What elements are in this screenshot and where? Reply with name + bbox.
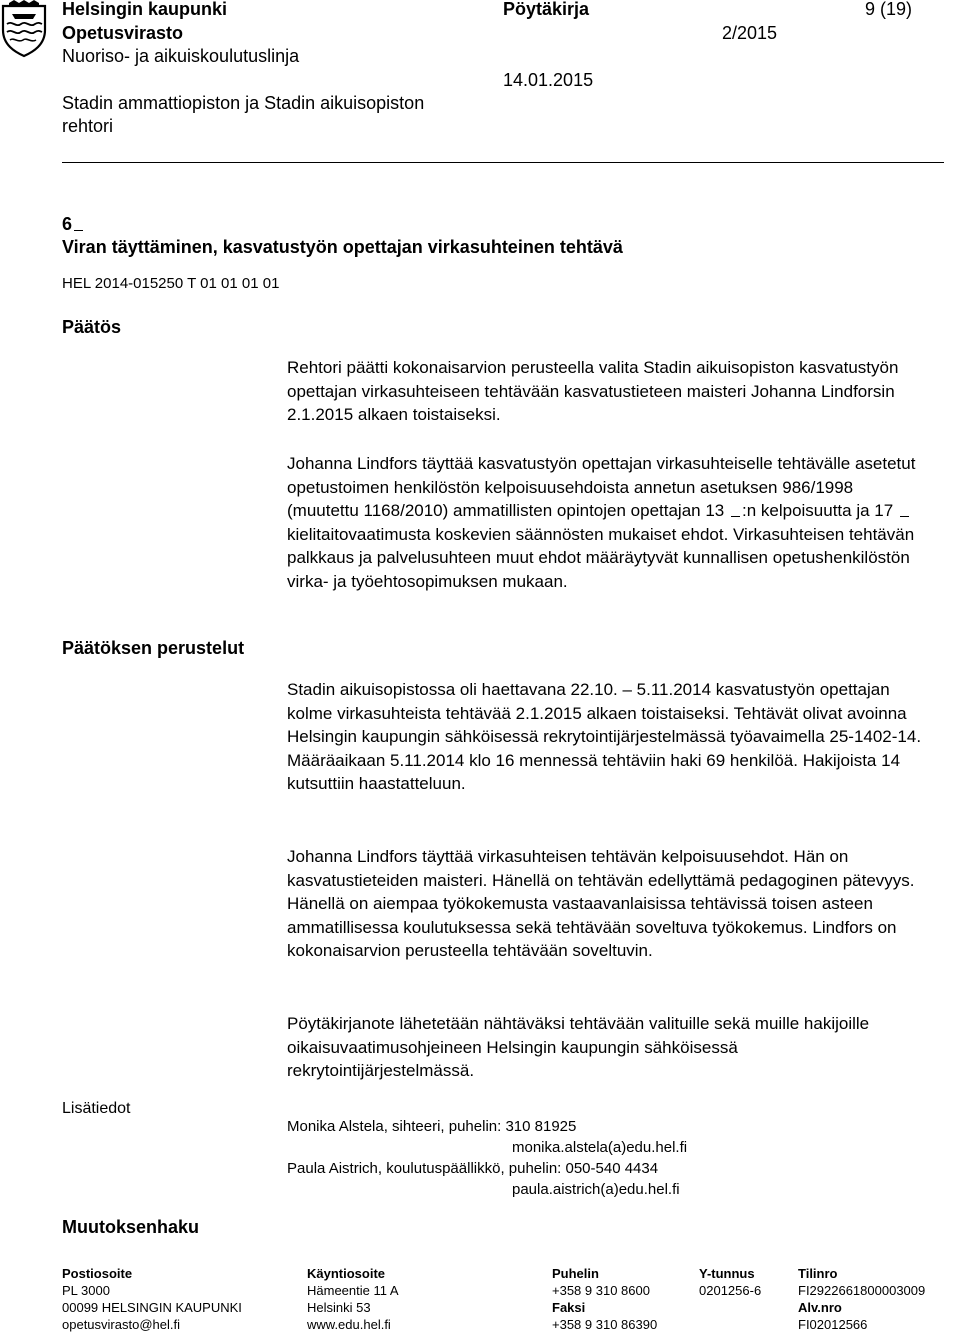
department-name: Opetusvirasto xyxy=(62,23,184,43)
diary-number: HEL 2014-015250 T 01 01 01 01 xyxy=(62,275,280,292)
section-title: Viran täyttäminen, kasvatustyön opettajan virkasuhteinen tehtävä xyxy=(62,237,623,257)
footer-postal-line: 00099 HELSINGIN KAUPUNKI xyxy=(62,1300,242,1315)
footer-fax-heading: Faksi xyxy=(552,1300,586,1315)
footer-visiting xyxy=(307,1265,399,1333)
section-number: 6 xyxy=(62,213,85,235)
footer-website[interactable]: www.edu.hel.fi xyxy=(307,1317,391,1332)
footer-account-heading: Tilinro xyxy=(798,1266,838,1281)
page-number: 9 (19) xyxy=(865,0,913,19)
footer-postal-heading: Postiosoite xyxy=(62,1266,133,1281)
footer-business-id-heading: Y-tunnus xyxy=(699,1266,755,1281)
label-decision: Päätös xyxy=(62,317,122,337)
grounds-paragraph-2: Stadin aikuisopistossa oli haettavana 22.10. – 5.11.2014 kasvatustyön opettajan kolme virkasuhteista tehtävää 2.1.2015 alkaen toistaiseksi. Tehtävät olivat avoinna Helsingin kaupungin sähköisessä rekrytointijärjestelmässä työavaimella 25-1402-14. Määräaikaan 5.11.2014 klo 16 mennessä tehtäviin haki 69 henkilöä. Hakijoista 14 kutsuttiin haastatteluun. xyxy=(287,680,922,794)
doc-type: Pöytäkirja xyxy=(503,0,590,19)
footer-account-value: FI2922661800003009 xyxy=(798,1283,926,1298)
section-sign-icon xyxy=(731,502,740,517)
decision-text: Rehtori päätti kokonaisarvion perusteella valita Stadin aikuisopiston kasvatustyön opettajan virkasuhteiseen tehtävään kasvatustieteen maisteri Johanna Lindforsin 2.1.2015 alkaen toistaiseksi. xyxy=(287,358,899,425)
footer-postal-line: PL 3000 xyxy=(62,1283,110,1298)
doc-number: 2/2015 xyxy=(722,23,778,43)
footer-phone-heading: Puhelin xyxy=(552,1266,599,1281)
footer-fax-number: +358 9 310 86390 xyxy=(552,1317,658,1332)
helsinki-crest-icon xyxy=(0,0,48,58)
label-more-info: Lisätiedot xyxy=(62,1100,131,1117)
footer-phone xyxy=(552,1265,657,1333)
grounds-paragraph-4: Pöytäkirjanote lähetetään nähtäväksi tehtävään valituille sekä muille hakijoille oikaisuvaatimusohjeineen Helsingin kaupungin sähköisessä rekrytointijärjestelmässä. xyxy=(287,1014,870,1081)
contact-1-line: Monika Alstela, sihteeri, puhelin: 310 81925 xyxy=(287,1118,577,1135)
header-divider xyxy=(62,162,944,163)
footer-visiting-heading: Käyntiosoite xyxy=(307,1266,386,1281)
footer-business-id xyxy=(699,1265,761,1299)
footer-account xyxy=(798,1265,925,1333)
footer-visiting-line: Hämeentie 11 A xyxy=(307,1283,399,1298)
grounds-paragraph-3: Johanna Lindfors täyttää virkasuhteisen tehtävän kelpoisuusehdot. Hän on kasvatustieteiden maisteri. Hänellä on tehtävän edellyttämä pedagoginen pätevyys. Hänellä on aiempaa työkokemusta vastaavanlaisissa tehtävissä toisen asteen ammatillisessa koulutuksessa sekä tehtävään soveltuva työkokemus. Lindfors on kokonaisarvion perusteella tehtävään soveltuvin. xyxy=(287,847,915,961)
decision-maker-line2: rehtori xyxy=(62,116,114,136)
section-sign-icon xyxy=(74,216,83,231)
footer-postal-email[interactable]: opetusvirasto@hel.fi xyxy=(62,1317,180,1332)
contact-2-line: Paula Aistrich, koulutuspäällikkö, puhelin: 050-540 4434 xyxy=(287,1160,659,1177)
footer-phone-number: +358 9 310 8600 xyxy=(552,1283,650,1298)
footer-postal xyxy=(62,1265,242,1333)
contact-2-email[interactable]: paula.aistrich(a)edu.hel.fi xyxy=(512,1181,680,1198)
footer-vat-heading: Alv.nro xyxy=(798,1300,842,1315)
footer-visiting-line: Helsinki 53 xyxy=(307,1300,371,1315)
contact-1-email[interactable]: monika.alstela(a)edu.hel.fi xyxy=(512,1139,688,1156)
unit-name: Nuoriso- ja aikuiskoulutuslinja xyxy=(62,46,300,66)
grounds-paragraph-1: Johanna Lindfors täyttää kasvatustyön opettajan virkasuhteiselle tehtävälle asetetut opetustoimen henkilöstön kelpoisuusehdoista annetun asetuksen 986/1998 (muutettu 1168/2010) ammatillisten opintojen opettajan 13 :n kelpoisuutta ja 17 kielitaitovaatimusta koskevien säännösten mukaiset ehdot. Virkasuhteisen tehtävän palkkaus ja palvelusuhteen muut ehdot määräytyvät kunnallisen opetushenkilöstön virka- ja työehtosopimuksen mukaan. xyxy=(287,454,916,591)
footer-vat-value: FI02012566 xyxy=(798,1317,868,1332)
label-grounds: Päätöksen perustelut xyxy=(62,638,245,658)
org-name: Helsingin kaupunki xyxy=(62,0,228,19)
footer-business-id-value: 0201256-6 xyxy=(699,1283,762,1298)
section-sign-icon xyxy=(900,502,909,517)
doc-date: 14.01.2015 xyxy=(503,70,594,90)
label-appeal: Muutoksenhaku xyxy=(62,1217,200,1237)
decision-maker-line1: Stadin ammattiopiston ja Stadin aikuisopiston xyxy=(62,93,425,113)
